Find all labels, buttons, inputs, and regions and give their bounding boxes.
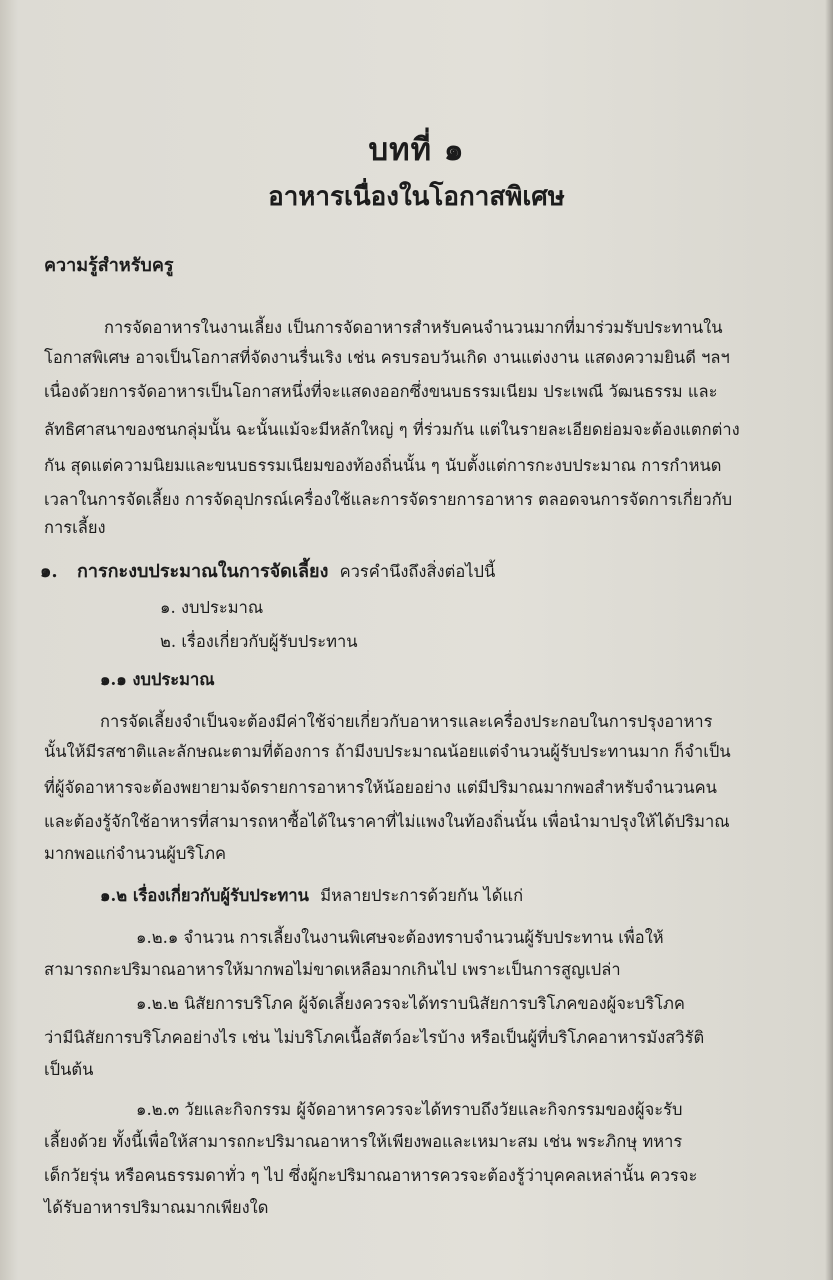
section-1-1-para-line: มากพอแก่จำนวนผู้บริโภค (44, 844, 227, 863)
section-1-2-title-rest: มีหลายประการด้วยกัน ได้แก่ (320, 886, 524, 905)
teacher-para-line: กัน สุดแต่ความนิยมและขนบธรรมเนียมของท้องถิ่นนั้น ๆ นับตั้งแต่การกะงบประมาณ การกำหนด (44, 456, 722, 475)
section-1-1-para-line: และต้องรู้จักใช้อาหารที่สามารถหาซื้อได้ในราคาที่ไม่แพงในท้องถิ่นนั้น เพื่อนำมาปรุงให้ได้ปริมาณ (44, 812, 730, 831)
subsection-line: ได้รับอาหารปริมาณมากเพียงใด (44, 1198, 269, 1217)
subsection-line: เลี้ยงด้วย ทั้งนี้เพื่อให้สามารถกะปริมาณอาหารให้เพียงพอและเหมาะสม เช่น พระภิกษุ ทหาร (44, 1132, 683, 1151)
section-1-1-heading: ๑.๑ งบประมาณ (100, 670, 215, 689)
subsection-line: เป็นต้น (44, 1060, 94, 1079)
subsection-line: ๑.๒.๒ นิสัยการบริโภค ผู้จัดเลี้ยงควรจะได้ทราบนิสัยการบริโภคของผู้จะบริโภค (136, 994, 685, 1013)
teacher-para-line: โอกาสพิเศษ อาจเป็นโอกาสที่จัดงานรื่นเริง เช่น ครบรอบวันเกิด งานแต่งงาน แสดงความยินดี ฯลฯ (44, 348, 730, 367)
subsection-line: สามารถกะปริมาณอาหารให้มากพอไม่ขาดเหลือมากเกินไป เพราะเป็นการสูญเปล่า (44, 960, 621, 979)
teacher-para-line: การเลี้ยง (44, 518, 106, 537)
subsection-line: ว่ามีนิสัยการบริโภคอย่างไร เช่น ไม่บริโภคเนื้อสัตว์อะไรบ้าง หรือเป็นผู้ที่บริโภคอาหารมังสวิรัติ (44, 1028, 705, 1047)
subsection-line: เด็กวัยรุ่น หรือคนธรรมดาทั่ว ๆ ไป ซึ่งผู้กะปริมาณอาหารควรจะต้องรู้ว่าบุคคลเหล่านั้น ควรจะ (44, 1166, 698, 1185)
section-1-2-title: ๑.๒ เรื่องเกี่ยวกับผู้รับประทาน (100, 886, 309, 905)
chapter-title: บทที่ ๑ (368, 132, 465, 168)
section-1-list-item: ๒. เรื่องเกี่ยวกับผู้รับประทาน (160, 632, 358, 651)
section-1-list-item: ๑. งบประมาณ (160, 598, 264, 617)
section-1-1-para-line: ที่ผู้จัดอาหารจะต้องพยายามจัดรายการอาหารให้น้อยอย่าง แต่มีปริมาณมากพอสำหรับจำนวนคน (44, 778, 717, 797)
section-1-title-rest: ควรคำนึงถึงสิ่งต่อไปนี้ (339, 562, 496, 581)
section-1-title: การกะงบประมาณในการจัดเลี้ยง (76, 561, 329, 582)
subsection-line: ๑.๒.๑ จำนวน การเลี้ยงในงานพิเศษจะต้องทราบจำนวนผู้รับประทาน เพื่อให้ (136, 928, 664, 947)
teacher-para-line: ลัทธิศาสนาของชนกลุ่มนั้น ฉะนั้นแม้จะมีหลักใหญ่ ๆ ที่ร่วมกัน แต่ในรายละเอียดย่อมจะต้องแตกต่าง (44, 420, 740, 439)
section-1-heading (40, 560, 495, 584)
teacher-para-line: การจัดอาหารในงานเลี้ยง เป็นการจัดอาหารสำหรับคนจำนวนมากที่มาร่วมรับประทานใน (104, 318, 723, 337)
section-1-1-para-line: การจัดเลี้ยงจำเป็นจะต้องมีค่าใช้จ่ายเกี่ยวกับอาหารและเครื่องประกอบในการปรุงอาหาร (100, 712, 713, 731)
section-1-2-heading (100, 884, 523, 908)
section-1-number: ๑. (40, 561, 58, 582)
teacher-para-line: เนื่องด้วยการจัดอาหารเป็นโอกาสหนึ่งที่จะแสดงออกซึ่งขนบธรรมเนียม ประเพณี วัฒนธรรม และ (44, 382, 718, 401)
chapter-subtitle: อาหารเนื่องในโอกาสพิเศษ (268, 182, 565, 212)
section-1-1-para-line: นั้นให้มีรสชาติและลักษณะตามที่ต้องการ ถ้ามีงบประมาณน้อยแต่จำนวนผู้รับประทานมาก ก็จำเป็น (44, 742, 731, 761)
subsection-line: ๑.๒.๓ วัยและกิจกรรม ผู้จัดอาหารควรจะได้ทราบถึงวัยและกิจกรรมของผู้จะรับ (136, 1100, 683, 1119)
teacher-para-line: เวลาในการจัดเลี้ยง การจัดอุปกรณ์เครื่องใช้และการจัดรายการอาหาร ตลอดจนการจัดการเกี่ยวกับ (44, 490, 733, 509)
teacher-knowledge-heading: ความรู้สำหรับครู (44, 255, 174, 276)
